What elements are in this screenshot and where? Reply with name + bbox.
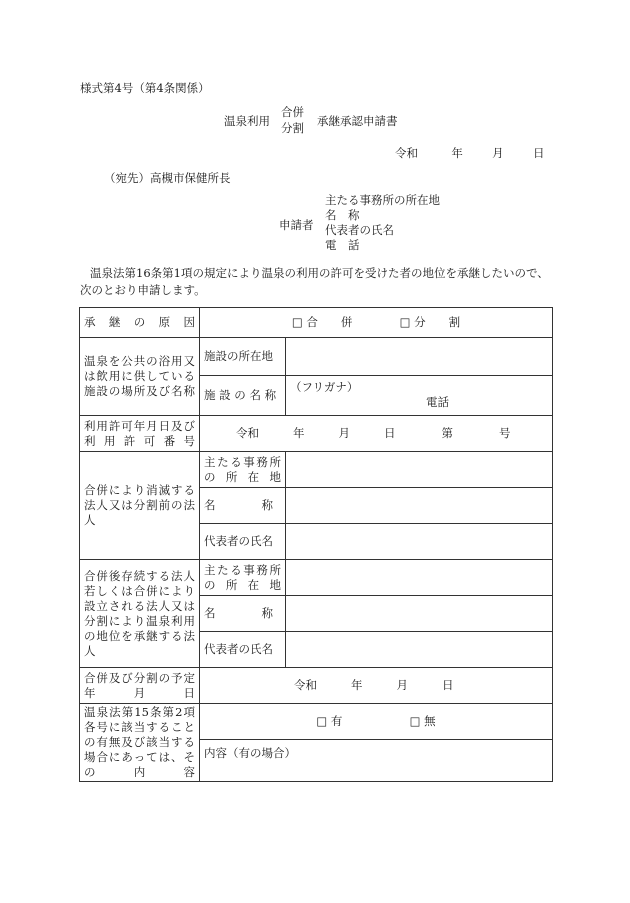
table-row [80,560,553,596]
permit-label: 利用許可年月日及び利用許可番号 [80,416,200,452]
applicant-fields [325,193,440,253]
facility-location-value[interactable] [286,338,553,376]
dissolved-corp-label: 合併により消滅する法人又は分割前の法人 [80,452,200,560]
dissolved-office-value[interactable] [286,452,553,488]
art15-yes-checkbox[interactable]: □ 有 [316,714,343,728]
title-options [281,104,304,136]
addressee: （宛先）高槻市保健所長 [104,171,231,185]
successor-office-value[interactable] [286,560,553,596]
schedule-value[interactable] [200,668,553,704]
table-row [80,668,553,704]
permit-era: 令和 [236,426,259,440]
permit-no-suffix: 号 [499,426,511,440]
date-day: 日 [532,146,545,160]
facility-location-label: 施設の所在地 [200,338,286,376]
permit-day: 日 [384,426,396,440]
schedule-year: 年 [351,678,363,692]
table-row [80,338,553,376]
dissolved-rep-value[interactable] [286,524,553,560]
table-row [80,452,553,488]
reason-merger-checkbox[interactable]: □ 合 併 [291,315,353,329]
successor-name-value[interactable] [286,596,553,632]
schedule-label: 合併及び分割の予定年月日 [80,668,200,704]
application-date [395,145,544,161]
place-label: 温泉を公共の浴用又は飲用に供している施設の場所及び名称 [80,338,200,416]
schedule-day: 日 [442,678,454,692]
furigana-label: （フリガナ） [290,380,359,394]
date-era: 令和 [395,146,418,160]
applicant-phone: 電 話 [325,238,360,252]
table-row [80,308,553,338]
permit-month: 月 [338,426,350,440]
title-prefix: 温泉利用 [224,114,270,128]
schedule-month: 月 [396,678,408,692]
art15-options [200,704,553,740]
successor-rep-value[interactable] [286,632,553,668]
permit-value[interactable] [200,416,553,452]
facility-phone-label: 電話 [426,395,449,409]
facility-name-value[interactable] [286,376,553,416]
permit-year: 年 [293,426,305,440]
dissolved-office-label: 主たる事務所の所在地 [200,452,286,488]
reason-split-checkbox[interactable]: □ 分 割 [399,315,461,329]
table-row [80,704,553,740]
successor-corp-label: 合併後存続する法人若しくは合併により設立される法人又は分割により温泉利用の地位を承継する法人 [80,560,200,668]
applicant-representative: 代表者の氏名 [325,223,394,237]
dissolved-name-value[interactable] [286,488,553,524]
title-option-split: 分割 [281,121,304,135]
successor-office-label: 主たる事務所の所在地 [200,560,286,596]
date-month: 月 [492,146,504,160]
applicant-label: 申請者 [279,218,314,232]
date-year: 年 [451,146,463,160]
title-option-merger: 合併 [281,105,304,119]
art15-content-label: 内容（有の場合） [204,746,296,760]
table-row [80,416,553,452]
art15-no-checkbox[interactable]: □ 無 [409,714,436,728]
reason-label: 承 継 の 原 因 [80,308,200,338]
permit-no-prefix: 第 [441,426,453,440]
successor-name-label: 名 称 [200,596,286,632]
title-suffix: 承継承認申請書 [317,114,398,128]
applicant-office-address: 主たる事務所の所在地 [325,193,440,207]
application-table [79,307,553,782]
dissolved-name-label: 名 称 [200,488,286,524]
form-number: 様式第4号（第4条関係） [80,81,210,95]
facility-name-label: 施 設 の 名 称 [200,376,286,416]
reason-options [200,308,553,338]
art15-label: 温泉法第15条第2項各号に該当することの有無及び該当する場合にあっては、その内容 [80,704,200,782]
applicant-name: 名 称 [325,208,360,222]
dissolved-rep-label: 代表者の氏名 [200,524,286,560]
art15-content[interactable] [200,740,553,782]
body-text: 温泉法第16条第1項の規定により温泉の利用の許可を受けた者の地位を承継したいので、次のとおり申請します。 [80,266,549,297]
successor-rep-label: 代表者の氏名 [200,632,286,668]
schedule-era: 令和 [294,678,317,692]
